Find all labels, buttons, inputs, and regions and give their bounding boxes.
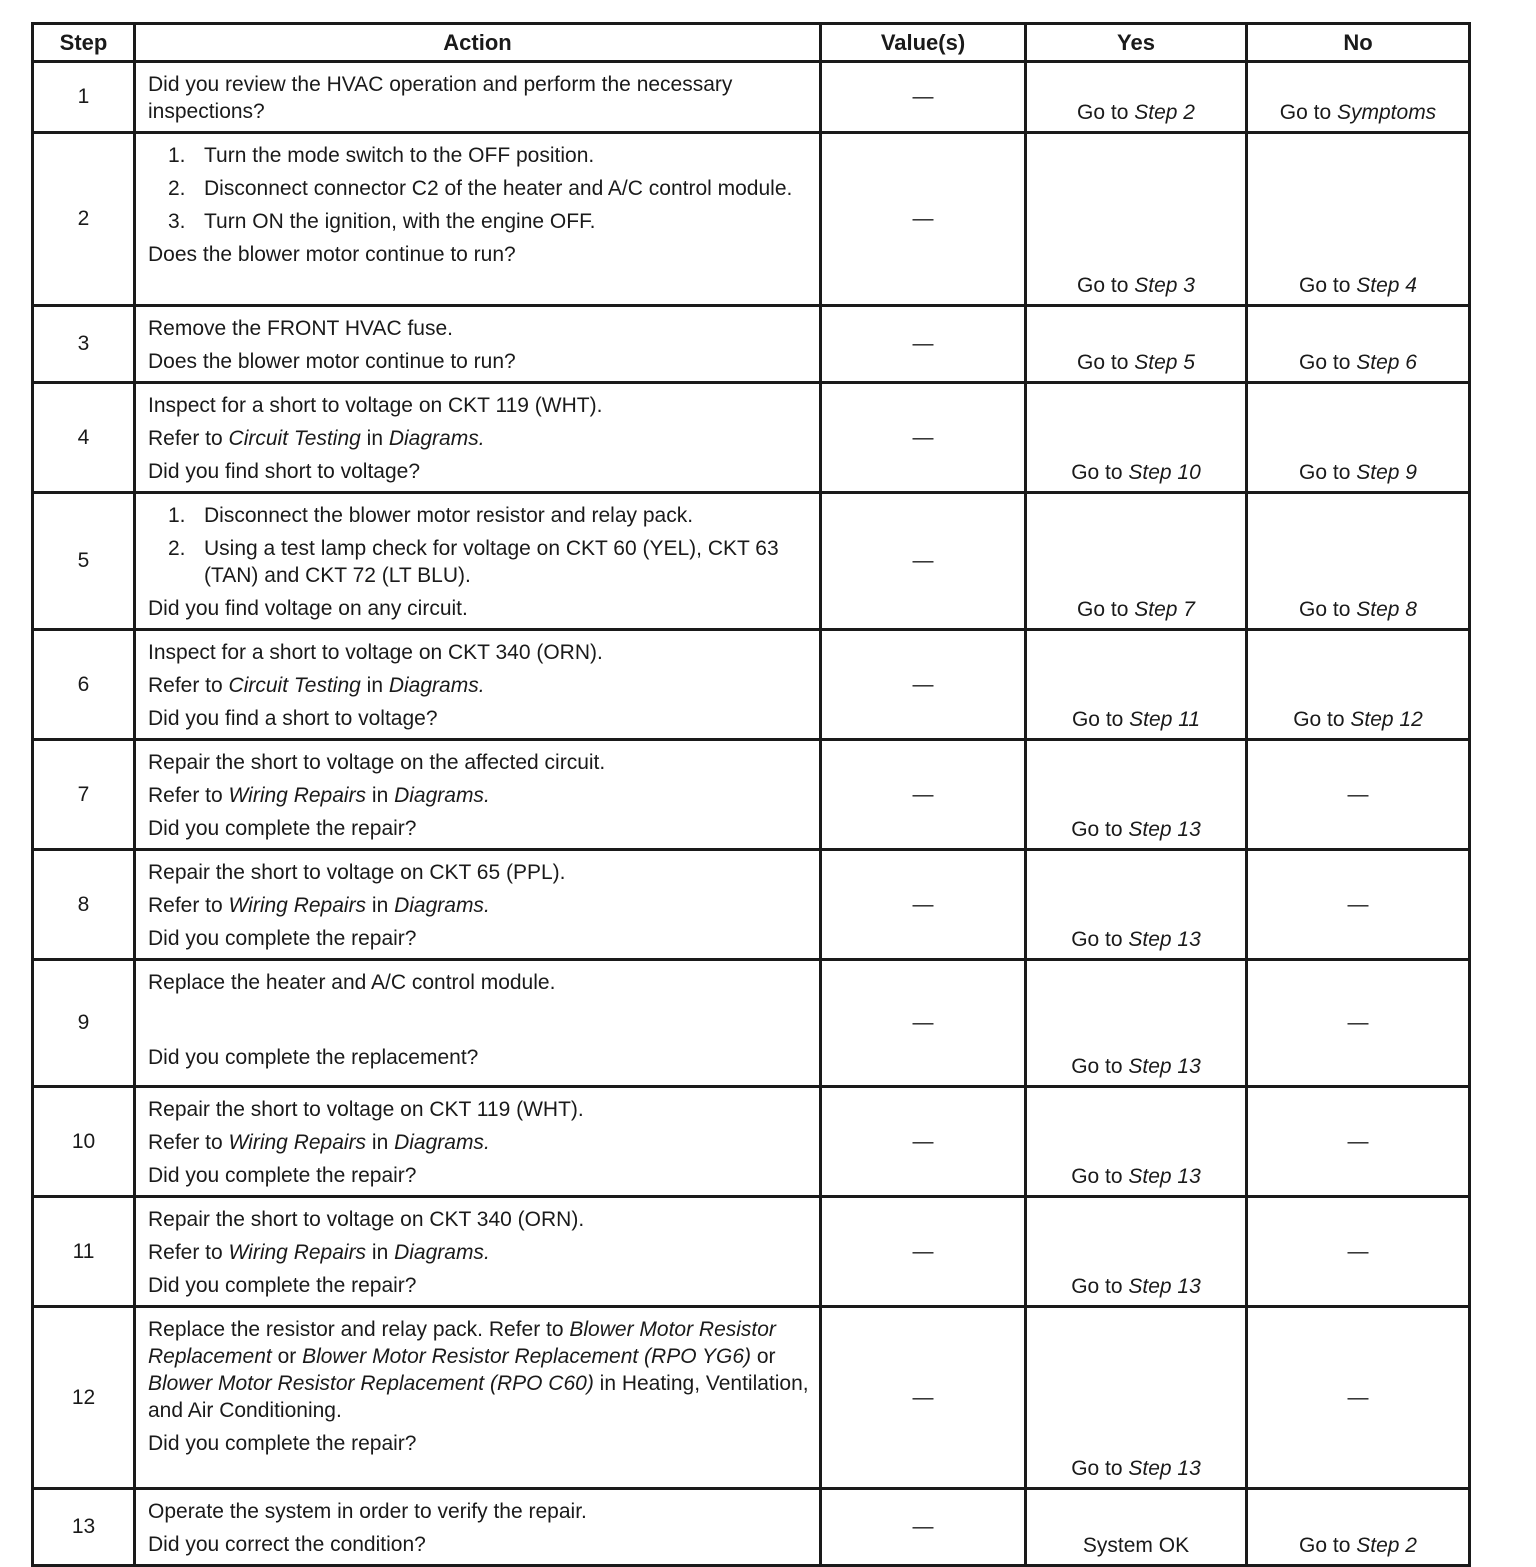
table-row [33,1307,1470,1489]
step-number: 4 [33,383,135,493]
table-row [33,133,1470,306]
action-cell [135,493,821,630]
action-cell [135,383,821,493]
step-number: 9 [33,960,135,1087]
table-row [33,62,1470,133]
no-cell: Go to Step 9 [1247,383,1470,493]
step-number: 5 [33,493,135,630]
no-cell: — [1247,850,1470,960]
action-cell [135,306,821,383]
action-reference: Refer to Circuit Testing in Diagrams. [148,674,485,697]
table-row [33,1197,1470,1307]
action-text: Repair the short to voltage on CKT 340 (ORN). [148,1208,585,1231]
table-row [33,1489,1470,1566]
table-row [33,493,1470,630]
value-cell: — [821,62,1026,133]
header-values: Value(s) [821,24,1026,62]
step-number: 13 [33,1489,135,1566]
action-cell [135,1307,821,1489]
action-text: Replace the heater and A/C control module. [148,971,556,994]
step-number: 7 [33,740,135,850]
action-cell [135,62,821,133]
no-cell: — [1247,1307,1470,1489]
step-number: 10 [33,1087,135,1197]
action-text: Inspect for a short to voltage on CKT 340 (ORN). [148,641,603,664]
table-row [33,740,1470,850]
action-text: Repair the short to voltage on the affected circuit. [148,751,606,774]
action-question: Does the blower motor continue to run? [148,243,516,266]
yes-cell: Go to Step 11 [1026,630,1247,740]
action-list-item: 1. Turn the mode switch to the OFF position. [168,144,595,167]
action-text: Did you review the HVAC operation and perform the necessary inspections? [148,73,733,123]
step-number: 1 [33,62,135,133]
no-cell: Go to Step 12 [1247,630,1470,740]
step-number: 2 [33,133,135,306]
action-list-item: 2. Disconnect connector C2 of the heater and A/C control module. [168,177,793,200]
action-cell [135,960,821,1087]
yes-cell: Go to Step 13 [1026,1307,1247,1489]
yes-cell: Go to Step 7 [1026,493,1247,630]
no-cell: — [1247,960,1470,1087]
table-row [33,1087,1470,1197]
action-cell [135,850,821,960]
yes-cell: Go to Step 10 [1026,383,1247,493]
action-list-item: 1. Disconnect the blower motor resistor and relay pack. [168,504,694,527]
no-cell: — [1247,1087,1470,1197]
yes-cell: Go to Step 5 [1026,306,1247,383]
step-number: 12 [33,1307,135,1489]
action-question: Did you complete the repair? [148,927,417,950]
value-cell: — [821,630,1026,740]
action-cell [135,1087,821,1197]
table-row [33,383,1470,493]
diagnostic-table [31,22,1471,1567]
action-reference: Refer to Wiring Repairs in Diagrams. [148,1131,490,1154]
action-question: Did you find voltage on any circuit. [148,597,468,620]
action-question: Did you complete the repair? [148,1164,417,1187]
action-text: Repair the short to voltage on CKT 65 (PPL). [148,861,566,884]
yes-cell: Go to Step 13 [1026,740,1247,850]
no-cell: Go to Symptoms [1247,62,1470,133]
action-reference: Refer to Wiring Repairs in Diagrams. [148,894,490,917]
action-list-item: 2. Using a test lamp check for voltage on CKT 60 (YEL), CKT 63 (TAN) and CKT 72 (LT BLU). [168,537,779,587]
value-cell: — [821,383,1026,493]
step-number: 3 [33,306,135,383]
yes-cell: Go to Step 13 [1026,1087,1247,1197]
action-cell [135,1489,821,1566]
action-cell [135,133,821,306]
table-row [33,960,1470,1087]
step-number: 6 [33,630,135,740]
table-row [33,630,1470,740]
action-question: Did you complete the repair? [148,1432,417,1455]
action-reference: Refer to Circuit Testing in Diagrams. [148,427,485,450]
value-cell: — [821,850,1026,960]
yes-cell: Go to Step 13 [1026,850,1247,960]
no-cell: — [1247,740,1470,850]
no-cell: Go to Step 6 [1247,306,1470,383]
table-row [33,306,1470,383]
value-cell: — [821,1197,1026,1307]
step-number: 8 [33,850,135,960]
value-cell: — [821,1087,1026,1197]
action-reference: Refer to Wiring Repairs in Diagrams. [148,1241,490,1264]
action-cell [135,740,821,850]
action-cell [135,630,821,740]
yes-cell: System OK [1026,1489,1247,1566]
spacer [148,1002,809,1042]
no-cell: Go to Step 8 [1247,493,1470,630]
header-step: Step [33,24,135,62]
action-question: Did you complete the repair? [148,1274,417,1297]
value-cell: — [821,1489,1026,1566]
table-row [33,850,1470,960]
no-cell: — [1247,1197,1470,1307]
action-question: Did you correct the condition? [148,1533,426,1556]
yes-cell: Go to Step 13 [1026,1197,1247,1307]
yes-cell: Go to Step 13 [1026,960,1247,1087]
action-text: Repair the short to voltage on CKT 119 (WHT). [148,1098,584,1121]
action-text: Replace the resistor and relay pack. Refer to Blower Motor Resistor Replacement or Blower Motor Resistor Replacement (RPO YG6) or Blower Motor Resistor Replacement (RPO C60) in Heating, Ventilation, and Air Conditioning. [148,1318,809,1422]
action-question: Did you find short to voltage? [148,460,420,483]
action-text: Operate the system in order to verify the repair. [148,1500,587,1523]
action-question: Did you complete the replacement? [148,1046,479,1069]
action-question: Did you complete the repair? [148,817,417,840]
action-question: Does the blower motor continue to run? [148,350,516,373]
no-cell: Go to Step 2 [1247,1489,1470,1566]
value-cell: — [821,740,1026,850]
action-reference: Refer to Wiring Repairs in Diagrams. [148,784,490,807]
header-row [33,24,1470,62]
action-cell [135,1197,821,1307]
header-action: Action [135,24,821,62]
step-number: 11 [33,1197,135,1307]
value-cell: — [821,493,1026,630]
header-no: No [1247,24,1470,62]
action-text: Remove the FRONT HVAC fuse. [148,317,453,340]
value-cell: — [821,1307,1026,1489]
no-cell: Go to Step 4 [1247,133,1470,306]
value-cell: — [821,306,1026,383]
header-yes: Yes [1026,24,1247,62]
value-cell: — [821,133,1026,306]
yes-cell: Go to Step 3 [1026,133,1247,306]
action-text: Inspect for a short to voltage on CKT 119 (WHT). [148,394,603,417]
action-question: Did you find a short to voltage? [148,707,438,730]
yes-cell: Go to Step 2 [1026,62,1247,133]
action-list-item: 3. Turn ON the ignition, with the engine OFF. [168,210,596,233]
value-cell: — [821,960,1026,1087]
